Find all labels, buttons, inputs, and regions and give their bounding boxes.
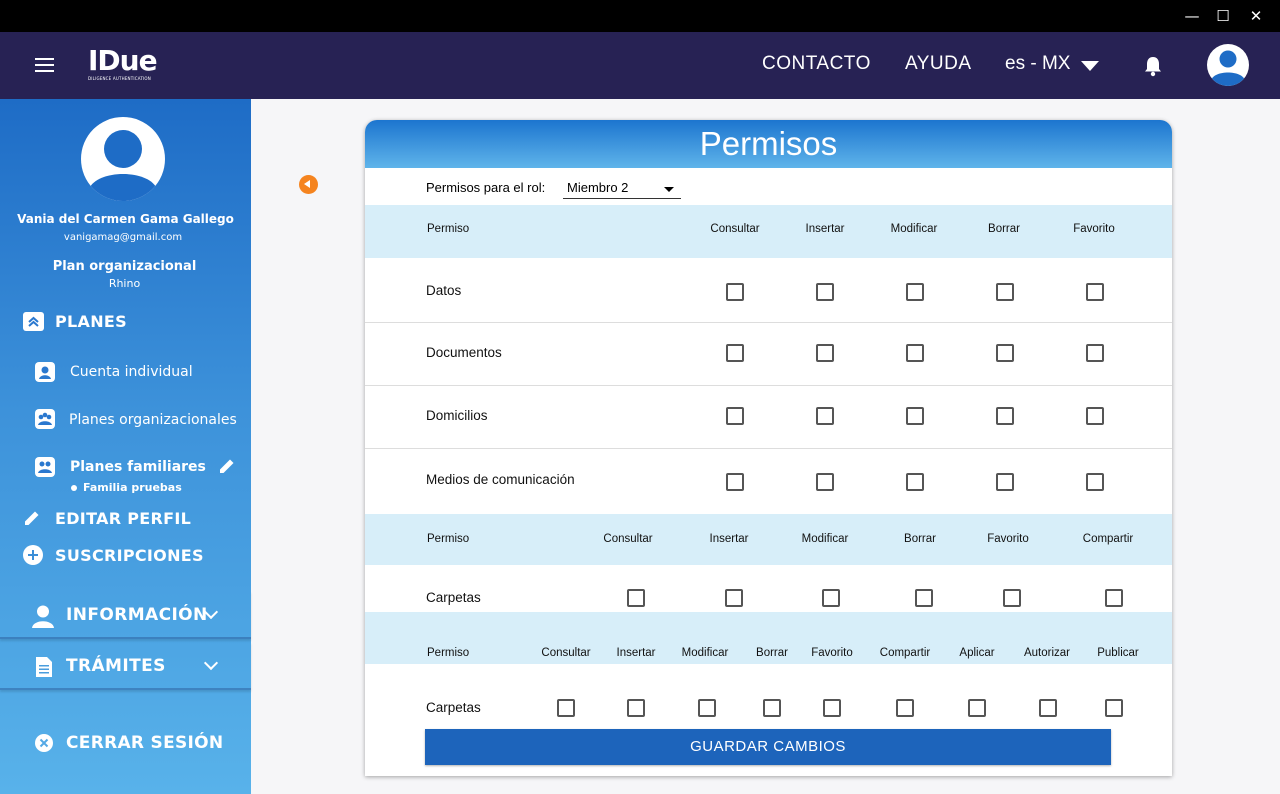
checkbox-datos-modificar[interactable] [906, 283, 924, 301]
col-modificar: Modificar [801, 533, 849, 545]
col-compartir: Compartir [879, 647, 931, 659]
checkbox-medios-borrar[interactable] [996, 473, 1014, 491]
planes-icon [23, 312, 44, 331]
close-button[interactable]: ✕ [1249, 7, 1263, 25]
sidebar-item-planes[interactable]: PLANES [55, 312, 127, 331]
checkbox-carpetas-borrar[interactable] [915, 589, 933, 607]
nav-contacto[interactable]: CONTACTO [762, 53, 871, 74]
pencil-icon[interactable] [218, 457, 236, 475]
col-compartir: Compartir [1082, 533, 1134, 545]
checkbox-carpetas2-consultar[interactable] [557, 699, 575, 717]
checkbox-carpetas2-autorizar[interactable] [1039, 699, 1057, 717]
col-favorito: Favorito [987, 533, 1029, 545]
row-label: Carpetas [426, 700, 481, 715]
bullet-icon [71, 485, 77, 491]
col-modificar: Modificar [890, 223, 938, 235]
checkbox-carpetas2-borrar[interactable] [763, 699, 781, 717]
checkbox-documentos-favorito[interactable] [1086, 344, 1104, 362]
table-row [365, 323, 1172, 386]
checkbox-carpetas2-aplicar[interactable] [968, 699, 986, 717]
checkbox-domicilios-borrar[interactable] [996, 407, 1014, 425]
col-favorito: Favorito [811, 647, 853, 659]
table-row [365, 386, 1172, 449]
table-row [365, 449, 1172, 514]
maximize-button[interactable]: ☐ [1216, 7, 1230, 25]
row-label: Medios de comunicación [426, 472, 575, 487]
col-favorito: Favorito [1073, 223, 1115, 235]
checkbox-carpetas-favorito[interactable] [1003, 589, 1021, 607]
checkbox-domicilios-insertar[interactable] [816, 407, 834, 425]
plan-name: Rhino [108, 277, 141, 290]
table-row [365, 664, 1172, 728]
organization-icon [35, 409, 55, 429]
checkbox-carpetas-compartir[interactable] [1105, 589, 1123, 607]
col-permiso: Permiso [427, 533, 470, 545]
col-borrar: Borrar [988, 223, 1020, 235]
checkbox-carpetas2-modificar[interactable] [698, 699, 716, 717]
user-email: vanigamag@gmail.com [63, 232, 183, 243]
checkbox-datos-insertar[interactable] [816, 283, 834, 301]
nav-ayuda[interactable]: AYUDA [905, 53, 972, 74]
role-select[interactable] [563, 177, 681, 199]
chevron-down-icon[interactable] [1081, 61, 1099, 71]
checkbox-documentos-borrar[interactable] [996, 344, 1014, 362]
permissions-card [365, 120, 1172, 776]
sidebar-item-planes-organizacionales[interactable]: Planes organizacionales [69, 412, 237, 428]
checkbox-datos-favorito[interactable] [1086, 283, 1104, 301]
row-label: Documentos [426, 345, 502, 360]
minimize-button[interactable]: — [1184, 7, 1200, 25]
user-name: Vania del Carmen Gama Gallego [17, 212, 234, 226]
checkbox-domicilios-consultar[interactable] [726, 407, 744, 425]
collapse-sidebar-icon[interactable] [299, 175, 318, 194]
col-borrar: Borrar [756, 647, 788, 659]
page-title: Permisos [699, 125, 838, 162]
checkbox-medios-insertar[interactable] [816, 473, 834, 491]
chevron-down-icon [204, 656, 218, 670]
checkbox-domicilios-favorito[interactable] [1086, 407, 1104, 425]
app-header [0, 32, 1280, 99]
checkbox-datos-borrar[interactable] [996, 283, 1014, 301]
col-insertar: Insertar [616, 647, 656, 659]
informacion-label: INFORMACIÓN [66, 605, 208, 625]
col-insertar: Insertar [805, 223, 845, 235]
sidebar-section-tramites[interactable] [0, 642, 251, 690]
table2-header [365, 514, 1172, 565]
col-consultar: Consultar [541, 647, 591, 659]
checkbox-documentos-insertar[interactable] [816, 344, 834, 362]
edit-icon [23, 509, 41, 527]
sidebar-item-editar-perfil[interactable]: EDITAR PERFIL [55, 509, 192, 528]
user-avatar-icon[interactable] [1207, 44, 1249, 86]
col-permiso: Permiso [427, 223, 470, 235]
hamburger-menu-icon[interactable] [35, 58, 54, 73]
table1-header [365, 205, 1172, 258]
idue-logo[interactable] [88, 46, 157, 81]
document-icon [36, 657, 52, 677]
checkbox-documentos-consultar[interactable] [726, 344, 744, 362]
table3-header [365, 612, 1172, 664]
checkbox-carpetas2-compartir[interactable] [896, 699, 914, 717]
checkbox-medios-modificar[interactable] [906, 473, 924, 491]
col-consultar: Consultar [710, 223, 760, 235]
plan-title: Plan organizacional [52, 259, 197, 274]
checkbox-carpetas-consultar[interactable] [627, 589, 645, 607]
save-changes-button[interactable]: GUARDAR CAMBIOS [425, 729, 1111, 765]
col-modificar: Modificar [681, 647, 729, 659]
close-circle-icon [35, 734, 53, 752]
row-label: Carpetas [426, 590, 481, 605]
logo-text: IDue [88, 44, 157, 77]
tramites-label: TRÁMITES [66, 656, 166, 676]
checkbox-domicilios-modificar[interactable] [906, 407, 924, 425]
checkbox-documentos-modificar[interactable] [906, 344, 924, 362]
language-selector[interactable]: es - MX [1005, 53, 1071, 74]
checkbox-carpetas2-publicar[interactable] [1105, 699, 1123, 717]
card-header [365, 120, 1172, 168]
checkbox-medios-consultar[interactable] [726, 473, 744, 491]
window-titlebar [0, 0, 1280, 32]
family-icon [35, 457, 55, 477]
role-select-value: Miembro 2 [567, 180, 629, 195]
col-publicar: Publicar [1097, 647, 1139, 659]
sidebar-item-familia[interactable]: Familia pruebas [83, 481, 182, 494]
col-insertar: Insertar [709, 533, 749, 545]
table-row [365, 565, 1172, 612]
col-autorizar: Autorizar [1023, 647, 1071, 659]
col-consultar: Consultar [603, 533, 653, 545]
sidebar [0, 99, 251, 794]
row-label: Datos [426, 283, 462, 298]
col-borrar: Borrar [904, 533, 936, 545]
checkbox-carpetas-insertar[interactable] [725, 589, 743, 607]
logout-button[interactable]: CERRAR SESIÓN [66, 733, 224, 753]
checkbox-carpetas2-favorito[interactable] [823, 699, 841, 717]
user-badge-icon [35, 362, 55, 382]
role-label: Permisos para el rol: [426, 180, 546, 195]
table-row [365, 258, 1172, 323]
bell-icon[interactable] [1143, 55, 1163, 77]
dropdown-arrow-icon [664, 187, 674, 192]
profile-avatar-icon [81, 117, 165, 201]
sidebar-section-informacion[interactable] [0, 591, 251, 639]
person-icon [31, 604, 55, 628]
col-permiso: Permiso [427, 647, 470, 659]
col-aplicar: Aplicar [959, 647, 995, 659]
checkbox-datos-consultar[interactable] [726, 283, 744, 301]
sidebar-item-suscripciones[interactable]: SUSCRIPCIONES [55, 546, 204, 565]
plus-circle-icon [23, 545, 43, 565]
sidebar-item-planes-familiares[interactable]: Planes familiares [70, 459, 206, 475]
checkbox-carpetas2-insertar[interactable] [627, 699, 645, 717]
logo-subtext: DILIGENCE AUTHENTICATION [88, 76, 151, 81]
sidebar-item-cuenta-individual[interactable]: Cuenta individual [70, 364, 193, 380]
checkbox-medios-favorito[interactable] [1086, 473, 1104, 491]
checkbox-carpetas-modificar[interactable] [822, 589, 840, 607]
row-label: Domicilios [426, 408, 488, 423]
